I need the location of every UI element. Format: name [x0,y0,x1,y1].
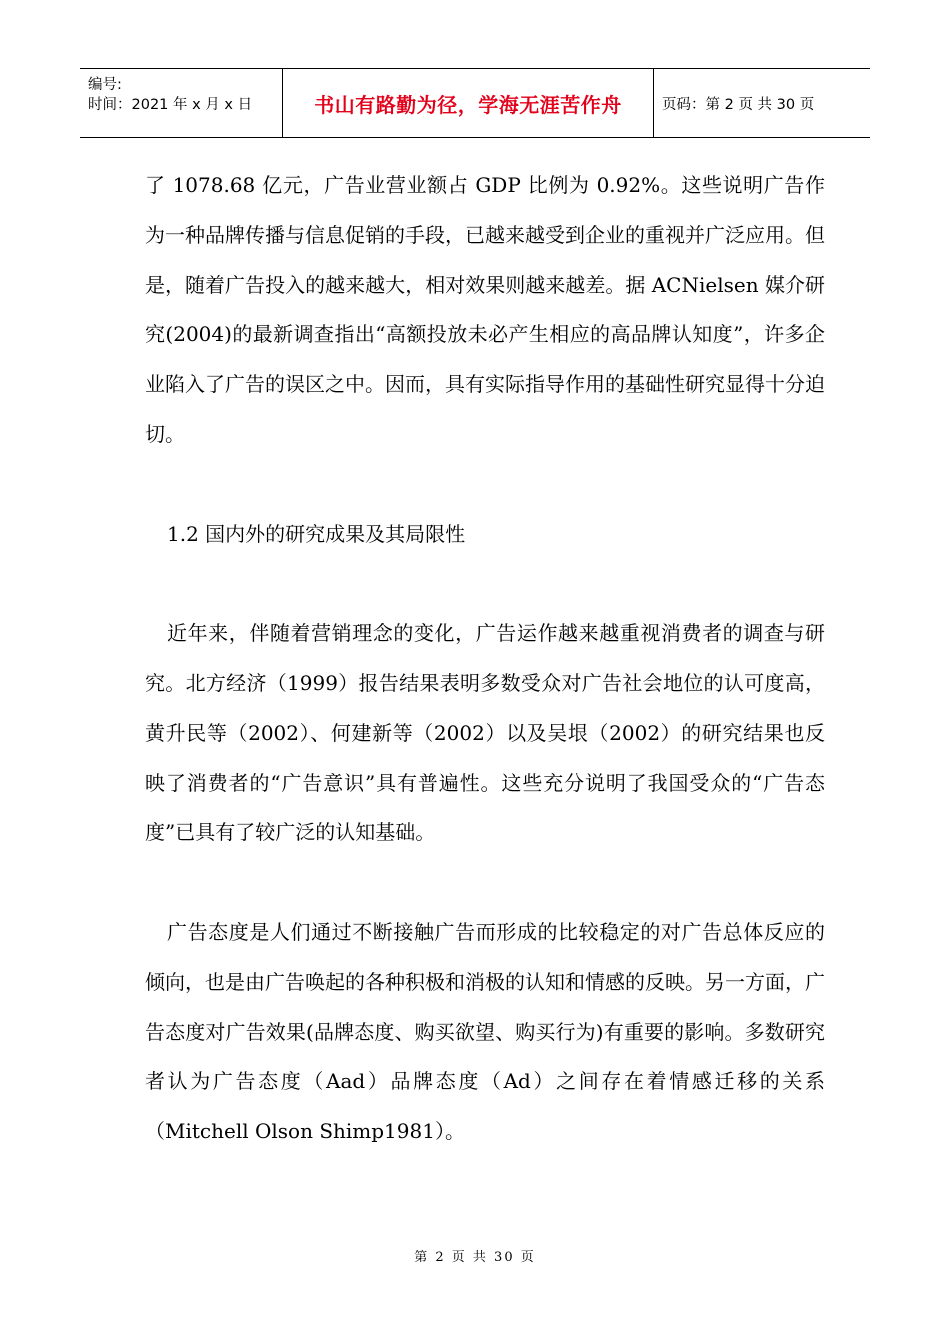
document-body [145,161,825,1157]
paragraph-1: 了 1078.68 亿元，广告业营业额占 GDP 比例为 0.92%。这些说明广告作为一种品牌传播与信息促销的手段，已越来越受到企业的重视并广泛应用。但是，随着广告投入的越来越大，相对效果则越来越差。据 ACNielsen 媒介研究(2004)的最新调查指出“高额投放未必产生相应的高品牌认知度”，许多企业陷入了广告的误区之中。因而，具有实际指导作用的基础性研究显得十分迫切。 [145,173,825,446]
header-meta [80,69,282,137]
document-number-label: 编号: [88,77,122,93]
section-heading: 1.2 国内外的研究成果及其局限性 [167,521,466,546]
spacer [145,858,825,908]
spacer [145,460,825,510]
spacer [145,559,825,609]
document-time: 时间：2021 年 x 月 x 日 [88,97,253,113]
paragraph-2: 近年来，伴随着营销理念的变化，广告运作越来越重视消费者的调查与研究。北方经济（1999）报告结果表明多数受众对广告社会地位的认可度高，黄升民等（2002）、何建新等（2002）以及吴垠（2002）的研究结果也反映了消费者的“广告意识”具有普遍性。这些充分说明了我国受众的“广告态度”已具有了较广泛的认知基础。 [145,621,825,845]
header-motto-cell [282,69,654,137]
page-header [80,68,870,138]
page-footer: 第 2 页 共 30 页 [414,1250,536,1265]
paragraph-3: 广告态度是人们通过不断接触广告而形成的比较稳定的对广告总体反应的倾向，也是由广告唤起的各种积极和消极的认知和情感的反映。另一方面，广告态度对广告效果(品牌态度、购买欲望、购买行为)有重要的影响。多数研究者认为广告态度（Aad）品牌态度（Ad）之间存在着情感迁移的关系（Mitchell Olson Shimp1981）。 [145,919,825,1144]
header-motto: 书山有路勤为径，学海无涯苦作舟 [314,92,622,117]
header-page-code: 页码：第 2 页 共 30 页 [662,96,815,113]
